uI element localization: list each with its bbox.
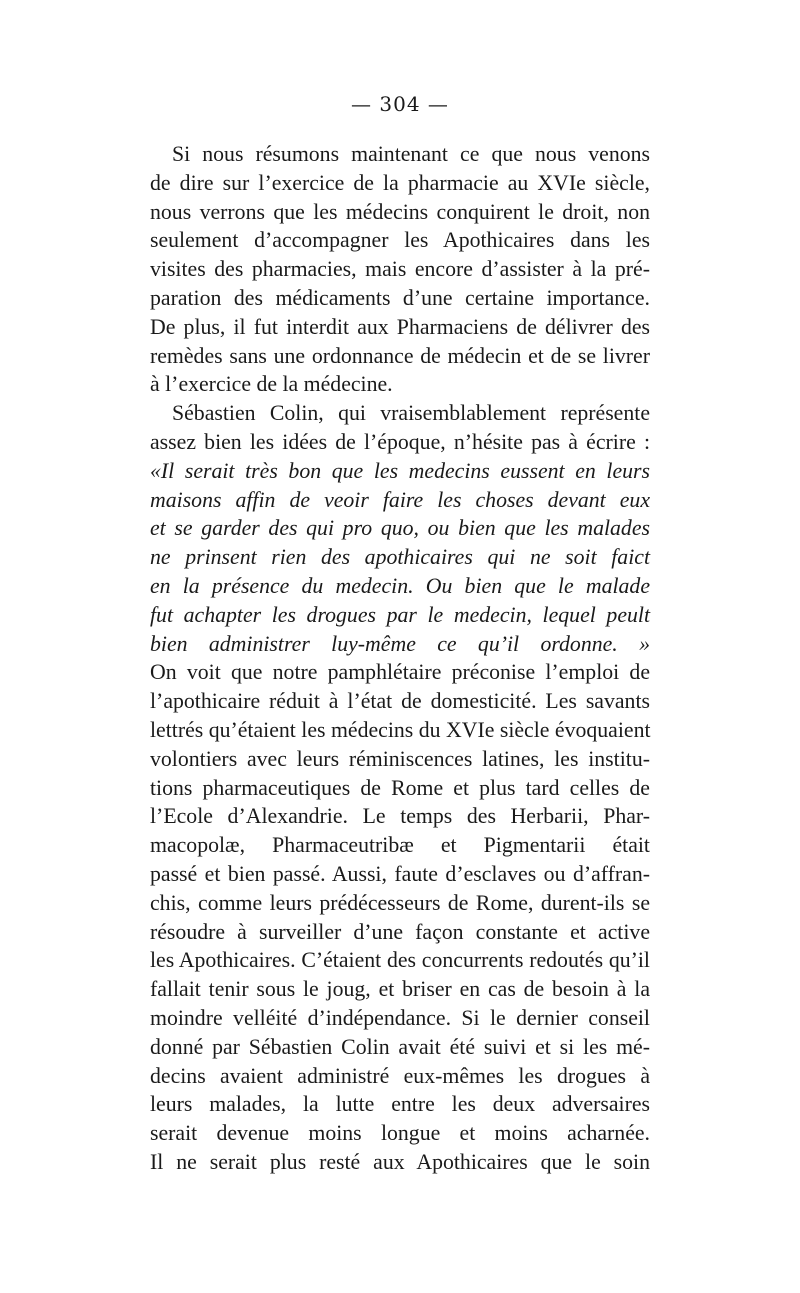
text-line: à l’exercice de la médecine.	[150, 372, 393, 397]
text-line: les Apothicaires. C’étaient des concurrents redoutés qu’il	[150, 948, 650, 973]
text-line: paration des médicaments d’une certaine importance.	[150, 285, 650, 310]
text-line: résoudre à surveiller d’une façon constante et active	[150, 919, 650, 944]
text-line: De plus, il fut interdit aux Pharmaciens de délivrer des	[150, 314, 650, 339]
quote-line: ne prinsent rien des apothicaires qui ne soit faict	[150, 545, 650, 570]
text-line: Il ne serait plus resté aux Apothicaires que le soin	[150, 1149, 650, 1174]
text-line: decins avaient administré eux-mêmes les drogues à	[150, 1063, 650, 1088]
text-line: de dire sur l’exercice de la pharmacie au XVIe siècle,	[150, 170, 650, 195]
text-line: Sébastien Colin, qui vraisemblablement représente	[172, 401, 650, 426]
quote-line: en la présence du medecin. Ou bien que le malade	[150, 573, 650, 598]
text-line: nous verrons que les médecins conquirent le droit, non	[150, 199, 650, 224]
text-line: On voit que notre pamphlétaire préconise l’emploi de	[150, 660, 650, 685]
text-line: chis, comme leurs prédécesseurs de Rome, durent-ils se	[150, 890, 650, 915]
text-line: l’Ecole d’Alexandrie. Le temps des Herbarii, Phar-	[150, 804, 650, 829]
text-line: leurs malades, la lutte entre les deux adversaires	[150, 1092, 650, 1117]
quote-line: «Il serait très bon que les medecins eussent en leurs	[150, 458, 650, 483]
text-line: lettrés qu’étaient les médecins du XVIe siècle évoquaient	[150, 717, 651, 742]
text-line: fallait tenir sous le joug, et briser en cas de besoin à la	[150, 977, 650, 1002]
quote-line: maisons affin de veoir faire les choses devant eux	[150, 487, 650, 512]
text-line: l’apothicaire réduit à l’état de domesticité. Les savants	[150, 689, 650, 714]
text-line: seulement d’accompagner les Apothicaires dans les	[150, 228, 650, 253]
text-line: serait devenue moins longue et moins acharnée.	[150, 1121, 650, 1146]
text-line: passé et bien passé. Aussi, faute d’esclaves ou d’affran-	[150, 861, 650, 886]
text-line: tions pharmaceutiques de Rome et plus tard celles de	[150, 775, 650, 800]
text-line: remèdes sans une ordonnance de médecin et de se livrer	[150, 343, 650, 368]
quote-line: fut achapter les drogues par le medecin, lequel peult	[150, 602, 650, 627]
quote-line: bien administrer luy-même ce qu’il ordonne. »	[150, 631, 650, 656]
text-line: assez bien les idées de l’époque, n’hésite pas à écrire :	[150, 429, 650, 454]
text-line: donné par Sébastien Colin avait été suivi et si les mé-	[150, 1034, 650, 1059]
body-text	[150, 140, 650, 1177]
text-line: Si nous résumons maintenant ce que nous venons	[172, 142, 650, 166]
page-number: — 304 —	[351, 92, 449, 116]
quote-line: et se garder des qui pro quo, ou bien que les malades	[150, 516, 650, 541]
text-line: visites des pharmacies, mais encore d’assister à la pré-	[150, 257, 650, 282]
text-line: macopolæ, Pharmaceutribæ et Pigmentarii était	[150, 833, 650, 858]
text-line: moindre velléité d’indépendance. Si le dernier conseil	[150, 1005, 650, 1030]
text-line: volontiers avec leurs réminiscences latines, les institu-	[150, 746, 650, 771]
